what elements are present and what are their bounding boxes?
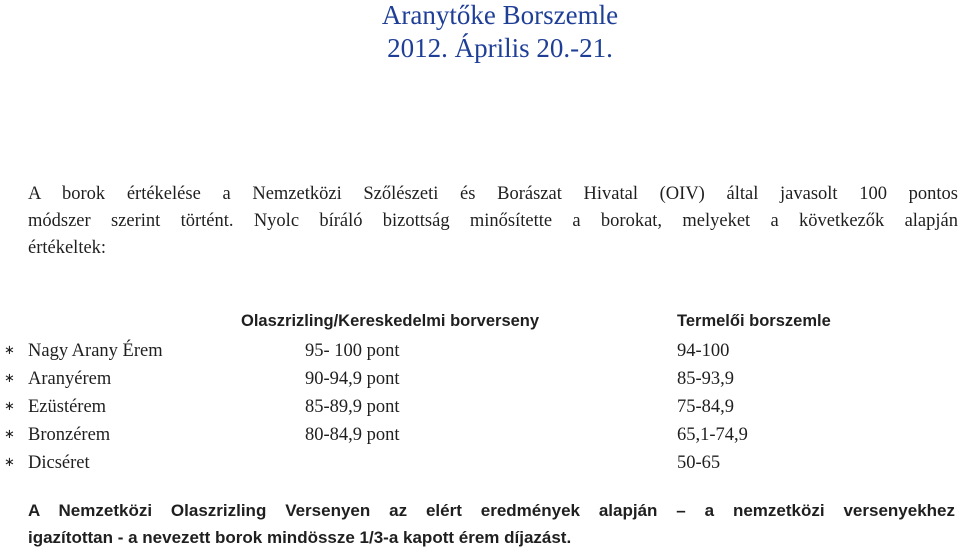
award-name: Ezüstérem bbox=[28, 397, 107, 417]
document-title: Aranytőke Borszemle bbox=[381, 0, 619, 30]
producer-score: 75-84,9 bbox=[677, 397, 735, 417]
award-table bbox=[0, 337, 960, 477]
intro-paragraph bbox=[28, 181, 958, 262]
award-name: Aranyérem bbox=[28, 369, 112, 389]
footer-line: A Nemzetközi Olaszrizling Versenyen az elért eredmények alapján – a nemzetközi versenyekhez bbox=[28, 501, 955, 520]
table-row bbox=[0, 337, 960, 365]
event-date: 2012. Április 20.-21. bbox=[387, 33, 613, 63]
competition-score: 80-84,9 pont bbox=[305, 425, 400, 445]
table-row bbox=[0, 421, 960, 449]
table-row bbox=[0, 393, 960, 421]
producer-score: 94-100 bbox=[677, 341, 730, 361]
bullet-icon: ∗ bbox=[4, 343, 15, 358]
competition-score: 90-94,9 pont bbox=[305, 369, 400, 389]
intro-line: értékeltek: bbox=[28, 238, 107, 258]
award-name: Nagy Arany Érem bbox=[28, 341, 163, 361]
producer-score: 85-93,9 bbox=[677, 369, 735, 389]
column-header-competition: Olaszrizling/Kereskedelmi borverseny bbox=[241, 312, 540, 330]
bullet-icon: ∗ bbox=[4, 427, 15, 442]
table-row bbox=[0, 449, 960, 477]
footer-line: igazítottan - a nevezett borok mindössze 1/3-a kapott érem díjazást. bbox=[28, 528, 572, 547]
producer-score: 50-65 bbox=[677, 453, 721, 473]
column-header-producer-show: Termelői borszemle bbox=[677, 312, 831, 330]
bullet-icon: ∗ bbox=[4, 371, 15, 386]
footer-note bbox=[28, 497, 955, 551]
bullet-icon: ∗ bbox=[4, 399, 15, 414]
award-name: Dicséret bbox=[28, 453, 90, 473]
producer-score: 65,1-74,9 bbox=[677, 425, 748, 445]
table-row bbox=[0, 365, 960, 393]
competition-score: 95- 100 pont bbox=[305, 341, 400, 361]
competition-score: 85-89,9 pont bbox=[305, 397, 400, 417]
award-name: Bronzérem bbox=[28, 425, 111, 445]
bullet-icon: ∗ bbox=[4, 455, 15, 470]
intro-line: módszer szerint történt. Nyolc bíráló bizottság minősítette a borokat, melyeket a következők alapján bbox=[28, 211, 958, 231]
intro-line: A borok értékelése a Nemzetközi Szőlészeti és Borászat Hivatal (OIV) által javasolt 100 pontos bbox=[28, 184, 958, 204]
